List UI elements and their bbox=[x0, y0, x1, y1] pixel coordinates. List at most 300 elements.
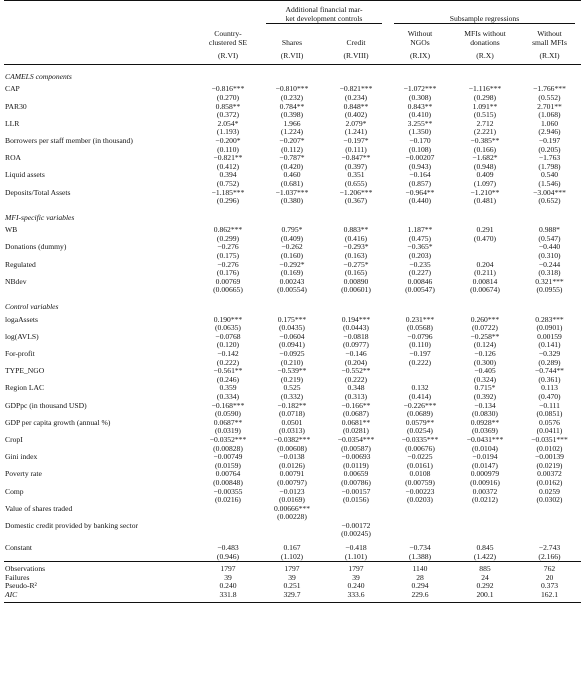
coefficient-cell: −0.126 bbox=[474, 349, 496, 358]
column-name: Credit bbox=[346, 37, 366, 47]
standard-error-cell: (0.00797) bbox=[277, 477, 307, 487]
coefficient-cell: −0.787* bbox=[279, 153, 305, 163]
empty-label-cell bbox=[4, 427, 196, 436]
group-header-line-2: ket development controls bbox=[285, 14, 363, 23]
column-name: MFIs without bbox=[464, 29, 506, 38]
coefficient-cell: 0.00666*** bbox=[273, 503, 311, 513]
standard-error-cell: (0.552) bbox=[538, 92, 561, 102]
standard-error-cell: (0.120) bbox=[216, 340, 240, 350]
coefficient-cell: 0.0579** bbox=[405, 417, 435, 427]
stat-value: 331.8 bbox=[219, 590, 237, 600]
standard-error-cell: (0.0102) bbox=[536, 443, 563, 453]
standard-error-cell: (0.00228) bbox=[277, 512, 307, 522]
coefficient-cell: −0.00355 bbox=[213, 486, 243, 496]
standard-error-cell: (1.224) bbox=[280, 127, 304, 137]
coefficient-cell: 0.348 bbox=[347, 383, 365, 393]
coefficient-cell: 0.132 bbox=[411, 383, 429, 393]
standard-error-cell: (0.0319) bbox=[215, 426, 241, 436]
empty-label-cell bbox=[4, 197, 196, 206]
standard-error-cell: (0.0162) bbox=[536, 477, 563, 487]
stat-value: 24 bbox=[481, 572, 489, 582]
column-code: (R.VII) bbox=[260, 47, 324, 64]
empty-label-cell bbox=[4, 553, 196, 562]
coefficient-cell: −0.262 bbox=[281, 242, 303, 252]
standard-error-cell: (1.388) bbox=[408, 551, 432, 561]
stat-label: Failures bbox=[5, 572, 30, 582]
variable-label: Liquid assets bbox=[5, 170, 45, 180]
stat-value: 39 bbox=[352, 572, 360, 582]
coefficient-cell: −0.166** bbox=[341, 400, 371, 410]
standard-error-cell: (0.222) bbox=[344, 374, 368, 384]
bottom-rule-cell bbox=[4, 600, 581, 603]
coefficient-cell: 2.712 bbox=[476, 118, 494, 128]
standard-error-cell: (0.655) bbox=[344, 178, 368, 188]
standard-error-cell: (0.222) bbox=[216, 357, 240, 367]
variable-label: LLR bbox=[5, 118, 20, 128]
coefficient-cell: 0.988* bbox=[539, 225, 560, 235]
coefficient-cell: 2.054* bbox=[217, 118, 239, 128]
coefficient-cell: −0.200* bbox=[215, 135, 241, 145]
coefficient-cell bbox=[388, 367, 452, 376]
standard-error-cell: (0.141) bbox=[538, 340, 561, 350]
column-code: (R.X) bbox=[452, 47, 518, 64]
empty-label-cell bbox=[4, 530, 196, 539]
standard-error-cell: (0.110) bbox=[409, 340, 431, 350]
coefficient-cell: 0.0681** bbox=[341, 417, 371, 427]
stat-label: Pseudo-R² bbox=[5, 581, 37, 591]
coefficient-cell: −0.164 bbox=[409, 170, 431, 180]
variable-label: logaAssets bbox=[5, 314, 38, 324]
coefficient-cell: −0.197 bbox=[538, 135, 561, 145]
standard-error-cell: (0.00786) bbox=[341, 477, 371, 487]
variable-label: Comp bbox=[5, 486, 24, 496]
standard-error-cell: (0.0159) bbox=[215, 460, 241, 470]
coefficient-cell: 1.091** bbox=[472, 101, 498, 111]
section-header-row bbox=[4, 206, 581, 227]
stat-value: 20 bbox=[545, 572, 554, 582]
coefficient-cell: −0.275* bbox=[343, 259, 369, 269]
standard-error-cell: (0.0830) bbox=[472, 409, 498, 419]
coefficient-cell: 0.167 bbox=[283, 543, 301, 553]
column-name: Without bbox=[537, 29, 562, 38]
standard-error-cell: (0.0687) bbox=[343, 409, 369, 419]
coefficient-cell: 2.701** bbox=[537, 101, 562, 111]
standard-error-cell: (0.0411) bbox=[536, 426, 563, 436]
variable-label: GDPpc (in thousand USD) bbox=[5, 400, 87, 410]
coefficient-cell: −0.0431*** bbox=[466, 434, 504, 444]
column-name: Country- bbox=[214, 29, 242, 38]
standard-error-cell: (0.324) bbox=[473, 374, 497, 384]
standard-error-cell: (0.0203) bbox=[407, 495, 433, 505]
variable-label: Value of shares traded bbox=[5, 503, 73, 513]
coefficient-cell: −0.821** bbox=[213, 153, 243, 163]
standard-error-cell: (0.234) bbox=[344, 92, 368, 102]
coefficient-cell: −0.964** bbox=[405, 187, 435, 197]
coefficient-cell: −0.182** bbox=[277, 400, 307, 410]
standard-error-cell: (0.752) bbox=[216, 178, 240, 188]
variable-label: log(AVLS) bbox=[5, 331, 39, 341]
standard-error-cell: (2.221) bbox=[473, 127, 497, 137]
standard-error-cell: (0.00674) bbox=[470, 285, 500, 295]
stat-value: 229.6 bbox=[411, 590, 429, 600]
variable-label: NBdev bbox=[5, 276, 27, 286]
coefficient-cell: 0.175*** bbox=[277, 314, 307, 324]
coefficient-cell: −0.405 bbox=[474, 366, 496, 376]
coefficient-cell: −0.170 bbox=[409, 135, 431, 145]
standard-error-cell: (0.397) bbox=[344, 161, 368, 171]
standard-error-cell: (0.00554) bbox=[277, 285, 307, 295]
standard-error-row bbox=[4, 553, 581, 562]
coefficient-cell: −0.197* bbox=[343, 135, 369, 145]
coefficient-cell: −0.385** bbox=[470, 135, 500, 145]
stat-value: 0.240 bbox=[219, 581, 237, 591]
standard-error-cell: (0.681) bbox=[280, 178, 304, 188]
coefficient-cell: 0.00846 bbox=[407, 276, 433, 286]
coefficient-cell bbox=[452, 505, 518, 514]
standard-error-cell: (0.0435) bbox=[279, 323, 305, 333]
coefficient-cell: 0.460 bbox=[283, 170, 301, 180]
standard-error-cell: (0.289) bbox=[538, 357, 561, 367]
standard-error-cell: (1.097) bbox=[473, 178, 497, 188]
coefficient-cell: 0.00791 bbox=[279, 469, 305, 479]
column-name: small MFIs bbox=[532, 37, 567, 47]
coefficient-cell: −0.226*** bbox=[403, 400, 437, 410]
standard-error-cell: (1.102) bbox=[280, 551, 304, 561]
coefficient-cell: −0.539** bbox=[277, 366, 307, 376]
standard-error-cell: (1.193) bbox=[216, 127, 240, 137]
coefficient-cell: −1.037*** bbox=[275, 187, 309, 197]
standard-error-cell: (0.0313) bbox=[279, 426, 305, 436]
coefficient-cell: −0.235 bbox=[409, 259, 431, 269]
standard-error-cell: (0.372) bbox=[216, 110, 240, 120]
standard-error-cell: (0.0635) bbox=[215, 323, 241, 333]
coefficient-cell: 0.394 bbox=[219, 170, 237, 180]
variable-label: Borrowers per staff member (in thousand) bbox=[5, 135, 133, 145]
standard-error-cell: (0.0169) bbox=[279, 495, 305, 505]
coefficient-cell: −0.810*** bbox=[275, 84, 309, 94]
coefficient-cell: −1.763 bbox=[538, 153, 561, 163]
standard-error-cell: (0.420) bbox=[280, 161, 304, 171]
standard-error-cell: (0.0156) bbox=[343, 495, 369, 505]
stat-value: 39 bbox=[288, 572, 296, 582]
standard-error-cell: (0.0369) bbox=[472, 426, 498, 436]
standard-error-cell: (0.0443) bbox=[343, 323, 369, 333]
standard-error-cell: (0.0119) bbox=[343, 460, 369, 470]
coefficient-cell: 3.255** bbox=[407, 118, 433, 128]
standard-error-cell: (0.416) bbox=[344, 233, 368, 243]
standard-error-cell: (0.0689) bbox=[407, 409, 433, 419]
section-title: MFI-specific variables bbox=[5, 212, 75, 222]
variable-label: ROA bbox=[5, 153, 22, 163]
variable-label: Poverty rate bbox=[5, 469, 42, 479]
coefficient-cell: −0.0382*** bbox=[273, 434, 311, 444]
financial-controls-group-header bbox=[266, 5, 382, 24]
coefficient-cell: −0.0354*** bbox=[337, 434, 375, 444]
standard-error-cell: (0.204) bbox=[344, 357, 368, 367]
standard-error-cell: (0.00916) bbox=[470, 477, 500, 487]
standard-error-cell: (0.547) bbox=[538, 233, 561, 243]
coefficient-cell: 0.00890 bbox=[343, 276, 369, 286]
regression-table bbox=[4, 0, 581, 603]
column-code: (R.VI) bbox=[196, 47, 260, 64]
coefficient-cell bbox=[452, 522, 518, 531]
coefficient-cell: −0.329 bbox=[538, 349, 561, 358]
standard-error-cell: (0.203) bbox=[408, 251, 432, 261]
variable-label: Donations (dummy) bbox=[5, 242, 67, 252]
coefficient-cell: 0.795* bbox=[281, 225, 303, 235]
coefficient-cell: 2.079* bbox=[345, 118, 367, 128]
coefficient-cell: 0.113 bbox=[541, 383, 558, 393]
coefficient-cell: 0.843** bbox=[407, 101, 433, 111]
coefficient-cell bbox=[518, 505, 581, 514]
coefficient-cell: −0.00172 bbox=[341, 520, 371, 530]
variable-label: Domestic credit provided by banking sector bbox=[5, 520, 139, 530]
standard-error-cell: (0.110) bbox=[217, 144, 239, 154]
standard-error-cell: (1.068) bbox=[538, 110, 561, 120]
coefficient-cell: −0.276 bbox=[217, 259, 239, 269]
variable-label: PAR30 bbox=[5, 101, 27, 111]
variable-label: Deposits/Total Assets bbox=[5, 187, 71, 197]
coefficient-cell: −0.561** bbox=[213, 366, 243, 376]
coefficient-cell: −0.00139 bbox=[535, 452, 564, 462]
coefficient-cell: −1.766*** bbox=[533, 84, 566, 94]
empty-label-cell bbox=[4, 111, 196, 120]
coefficient-cell: 0.351 bbox=[347, 170, 365, 180]
standard-error-cell: (0.0219) bbox=[536, 460, 563, 470]
standard-error-cell bbox=[260, 530, 324, 539]
standard-error-cell: (0.515) bbox=[473, 110, 497, 120]
coefficient-cell: −0.552** bbox=[341, 366, 371, 376]
coefficient-cell: −0.111 bbox=[539, 400, 560, 410]
variable-label: Gini index bbox=[5, 452, 38, 462]
empty-label-cell bbox=[4, 479, 196, 488]
coefficient-cell: 0.359 bbox=[219, 383, 237, 393]
standard-error-cell: (0.0901) bbox=[536, 323, 563, 333]
coefficient-cell: −0.00223 bbox=[405, 486, 435, 496]
coefficient-cell: 0.0687** bbox=[213, 417, 243, 427]
standard-error-cell: (0.0254) bbox=[407, 426, 433, 436]
coefficient-cell: 1.187** bbox=[407, 225, 433, 235]
coefficient-cell: −0.0796 bbox=[407, 331, 433, 341]
coefficient-cell: 0.0576 bbox=[539, 417, 560, 427]
coefficient-cell: 0.0259 bbox=[539, 486, 560, 496]
coefficient-cell: 0.540 bbox=[540, 170, 559, 180]
standard-error-cell: (0.412) bbox=[216, 161, 240, 171]
coefficient-cell: −0.365* bbox=[407, 242, 433, 252]
column-name: NGOs bbox=[410, 37, 430, 47]
standard-error-cell: (0.165) bbox=[344, 268, 368, 278]
standard-error-row bbox=[4, 286, 581, 295]
summary-stat-row bbox=[4, 591, 581, 600]
section-title: CAMELS components bbox=[5, 71, 72, 81]
standard-error-cell: (0.00587) bbox=[341, 443, 371, 453]
standard-error-cell: (0.0126) bbox=[279, 460, 305, 470]
standard-error-cell: (1.546) bbox=[538, 178, 561, 188]
standard-error-cell bbox=[388, 513, 452, 522]
coefficient-cell: −3.004*** bbox=[533, 187, 566, 197]
standard-error-cell: (0.211) bbox=[474, 268, 496, 278]
standard-error-cell: (0.398) bbox=[280, 110, 304, 120]
coefficient-cell bbox=[324, 505, 388, 514]
coefficient-cell: −1.682* bbox=[472, 153, 498, 163]
standard-error-cell: (0.0851) bbox=[536, 409, 563, 419]
coefficient-cell: −1.206*** bbox=[339, 187, 373, 197]
section-header-row bbox=[4, 64, 581, 85]
coefficient-cell: 0.00159 bbox=[537, 331, 562, 341]
standard-error-cell: (0.00608) bbox=[277, 443, 307, 453]
variable-label: GDP per capita growth (annual %) bbox=[5, 417, 111, 427]
standard-error-cell: (0.380) bbox=[280, 196, 304, 206]
stat-value: 0.251 bbox=[283, 581, 301, 591]
standard-error-cell: (0.112) bbox=[281, 144, 303, 154]
coefficient-cell: −0.821*** bbox=[339, 84, 373, 94]
coefficient-cell: 0.260*** bbox=[470, 314, 500, 324]
stat-value: 39 bbox=[224, 572, 232, 582]
coefficient-cell: −0.146 bbox=[345, 349, 367, 358]
stat-value: 333.6 bbox=[347, 590, 365, 600]
standard-error-cell: (0.232) bbox=[280, 92, 304, 102]
column-code: (R.VIII) bbox=[324, 47, 388, 64]
coefficient-cell: −0.0138 bbox=[279, 452, 305, 462]
standard-error-cell: (0.00828) bbox=[213, 443, 243, 453]
column-name: donations bbox=[470, 37, 500, 47]
empty-label-cell bbox=[4, 286, 196, 295]
coefficient-cell: 0.00659 bbox=[343, 469, 369, 479]
coefficient-cell: −0.142 bbox=[217, 349, 239, 358]
coefficient-cell: −0.847** bbox=[341, 153, 371, 163]
coefficient-cell: 0.00764 bbox=[215, 469, 241, 479]
standard-error-cell: (0.108) bbox=[408, 144, 432, 154]
standard-error-cell: (0.313) bbox=[344, 391, 368, 401]
coefficient-cell bbox=[196, 522, 260, 531]
standard-error-cell: (0.124) bbox=[473, 340, 497, 350]
coefficient-cell: 0.525 bbox=[283, 383, 301, 393]
coefficient-cell: −0.293* bbox=[343, 242, 369, 252]
coefficient-cell: 0.0501 bbox=[281, 417, 303, 427]
standard-error-cell: (0.298) bbox=[473, 92, 497, 102]
coefficient-cell: −0.197 bbox=[409, 349, 431, 358]
standard-error-cell: (0.175) bbox=[216, 251, 240, 261]
stat-value: 162.1 bbox=[540, 590, 559, 600]
coefficient-cell: −0.0351*** bbox=[531, 434, 568, 444]
coefficient-cell: −0.258** bbox=[470, 331, 500, 341]
standard-error-cell: (0.00665) bbox=[213, 285, 243, 295]
group-header-row bbox=[4, 5, 581, 26]
coefficient-cell: 0.231*** bbox=[405, 314, 435, 324]
variable-label: Region LAC bbox=[5, 383, 45, 393]
coefficient-cell: −0.0194 bbox=[472, 452, 498, 462]
coefficient-cell: −0.0604 bbox=[279, 331, 305, 341]
standard-error-cell: (0.946) bbox=[216, 551, 240, 561]
coefficient-cell: −0.0925 bbox=[279, 349, 305, 358]
column-code-row bbox=[4, 47, 581, 64]
column-code: (R.IX) bbox=[388, 47, 452, 64]
coefficient-cell: −0.207* bbox=[279, 135, 305, 145]
coefficient-cell: −0.0123 bbox=[279, 486, 305, 496]
coefficient-cell: −1.116*** bbox=[468, 84, 502, 94]
standard-error-cell: (0.409) bbox=[280, 233, 304, 243]
standard-error-cell: (0.332) bbox=[280, 391, 304, 401]
standard-error-cell: (0.176) bbox=[216, 268, 240, 278]
coefficient-cell: −0.276 bbox=[217, 242, 239, 252]
standard-error-cell: (0.470) bbox=[538, 391, 561, 401]
standard-error-row bbox=[4, 530, 581, 539]
standard-error-cell: (0.334) bbox=[216, 391, 240, 401]
coefficient-cell: −0.168*** bbox=[211, 400, 245, 410]
bottom-rule bbox=[4, 600, 581, 603]
coefficient-cell: 0.0108 bbox=[409, 469, 431, 479]
standard-error-cell: (0.440) bbox=[408, 196, 432, 206]
coefficient-cell: 0.848** bbox=[343, 101, 369, 111]
coefficient-cell bbox=[196, 505, 260, 514]
coefficient-cell: 0.321*** bbox=[535, 276, 564, 286]
coefficient-cell: 0.784** bbox=[279, 101, 305, 111]
coefficient-cell: 0.0928** bbox=[470, 417, 500, 427]
group-header-line-1: Additional financial mar- bbox=[285, 5, 363, 14]
standard-error-cell: (0.414) bbox=[408, 391, 432, 401]
standard-error-cell: (1.350) bbox=[408, 127, 432, 137]
coefficient-cell: −0.134 bbox=[474, 400, 496, 410]
standard-error-cell bbox=[196, 530, 260, 539]
standard-error-cell: (1.798) bbox=[538, 161, 561, 171]
coefficient-cell: 0.000979 bbox=[470, 469, 500, 479]
standard-error-cell: (0.227) bbox=[408, 268, 432, 278]
standard-error-cell: (0.0147) bbox=[472, 460, 498, 470]
coefficient-cell bbox=[518, 522, 581, 531]
coefficient-cell: 0.00372 bbox=[537, 469, 562, 479]
coefficient-cell: 0.00243 bbox=[279, 276, 305, 286]
coefficient-cell: 0.190*** bbox=[213, 314, 243, 324]
standard-error-cell: (0.857) bbox=[408, 178, 432, 188]
standard-error-cell: (0.246) bbox=[216, 374, 240, 384]
coefficient-cell: −0.0818 bbox=[343, 331, 369, 341]
stat-value: 1797 bbox=[324, 562, 388, 574]
variable-label: For-profit bbox=[5, 349, 35, 358]
coefficient-cell: −0.00157 bbox=[341, 486, 371, 496]
standard-error-cell: (0.00759) bbox=[405, 477, 435, 487]
coefficient-cell: −1.185*** bbox=[211, 187, 245, 197]
coefficient-cell: −0.0352*** bbox=[209, 434, 247, 444]
standard-error-cell: (0.00601) bbox=[341, 285, 371, 295]
standard-error-cell: (0.296) bbox=[216, 196, 240, 206]
standard-error-cell: (0.0955) bbox=[536, 285, 563, 295]
standard-error-cell: (0.475) bbox=[408, 233, 432, 243]
coefficient-cell: −0.0225 bbox=[407, 452, 433, 462]
coefficient-cell bbox=[388, 522, 452, 531]
coefficient-cell: −0.483 bbox=[217, 543, 239, 553]
standard-error-cell: (0.0104) bbox=[472, 443, 498, 453]
coefficient-cell: −0.744** bbox=[535, 366, 564, 376]
stat-value: 28 bbox=[416, 572, 424, 582]
standard-error-cell: (0.0590) bbox=[215, 409, 241, 419]
coefficient-cell: −1.210** bbox=[470, 187, 500, 197]
standard-error-cell bbox=[518, 513, 581, 522]
standard-error-cell: (1.241) bbox=[344, 127, 368, 137]
standard-error-cell: (0.00547) bbox=[405, 285, 435, 295]
coefficient-cell: 0.204 bbox=[476, 259, 494, 269]
coefficient-cell: 0.409 bbox=[476, 170, 494, 180]
standard-error-cell: (0.160) bbox=[280, 251, 304, 261]
standard-error-cell: (0.361) bbox=[538, 374, 561, 384]
standard-error-cell: (0.219) bbox=[280, 374, 304, 384]
coefficient-cell bbox=[260, 522, 324, 531]
section-title: Control variables bbox=[5, 302, 59, 312]
standard-error-cell: (0.169) bbox=[280, 268, 304, 278]
standard-error-cell: (0.166) bbox=[473, 144, 497, 154]
column-name: Without bbox=[407, 29, 433, 38]
standard-error-cell: (0.470) bbox=[473, 233, 497, 243]
coefficient-cell bbox=[388, 505, 452, 514]
